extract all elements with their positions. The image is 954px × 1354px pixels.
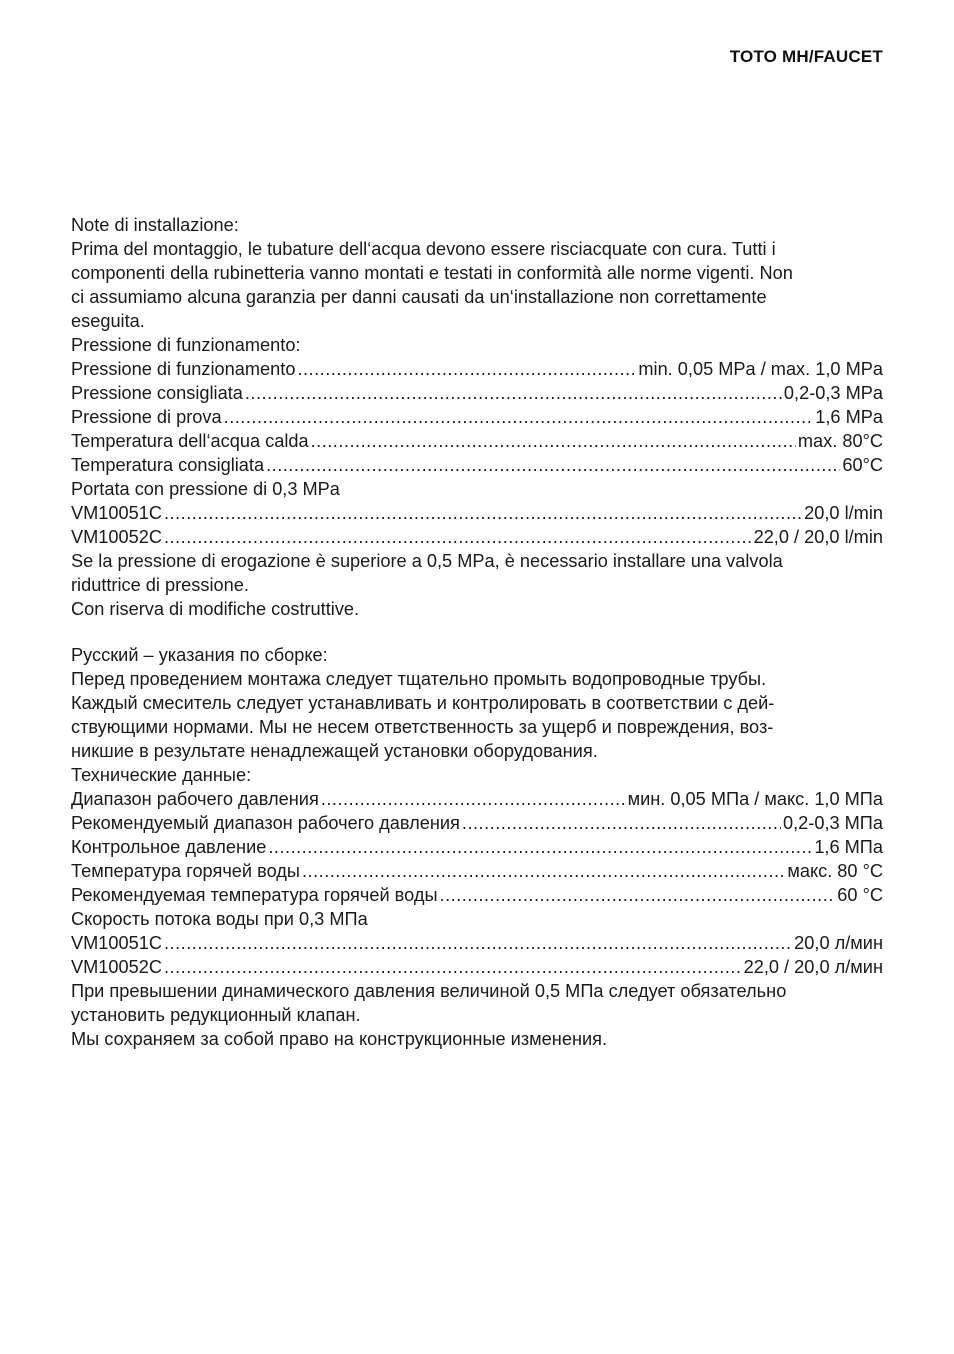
italian-heading: Note di installazione: xyxy=(71,215,239,235)
italian-intro-line: Prima del montaggio, le tubature dell‘acqua devono essere risciacquate con cura. Tutti i xyxy=(71,239,776,259)
spec-label: Temperatura dell‘acqua calda xyxy=(71,431,309,451)
spec-label: Pressione consigliata xyxy=(71,383,243,403)
flow-value: 22,0 / 20,0 л/мин xyxy=(743,957,883,977)
leader-dots xyxy=(268,835,812,859)
russian-note-line: установить редукционный клапан. xyxy=(71,1005,361,1025)
spec-value: мин. 0,05 МПа / макс. 1,0 МПа xyxy=(627,789,883,809)
leader-dots xyxy=(440,883,836,907)
spec-row xyxy=(71,453,883,477)
flow-row xyxy=(71,931,883,955)
leader-dots xyxy=(302,859,785,883)
italian-section xyxy=(71,213,883,621)
leader-dots xyxy=(245,381,782,405)
russian-heading: Русский – указания по сборке: xyxy=(71,645,328,665)
italian-intro-line: ci assumiamo alcuna garanzia per danni causati da un‘installazione non correttamente xyxy=(71,287,767,307)
spec-row xyxy=(71,859,883,883)
spec-value: 0,2-0,3 МПа xyxy=(782,813,883,833)
russian-intro-line: никшие в результате ненадлежащей установки оборудования. xyxy=(71,741,598,761)
flow-model: VM10052C xyxy=(71,957,162,977)
spec-row xyxy=(71,405,883,429)
flow-row xyxy=(71,955,883,979)
spec-value: 0,2-0,3 MPa xyxy=(783,383,883,403)
spec-value: макс. 80 °С xyxy=(787,861,883,881)
leader-dots xyxy=(462,811,781,835)
russian-intro-line: Каждый смеситель следует устанавливать и контролировать в соответствии с дей- xyxy=(71,693,775,713)
spec-row xyxy=(71,811,883,835)
flow-row xyxy=(71,501,883,525)
spec-label: Контрольное давление xyxy=(71,837,267,857)
leader-dots xyxy=(164,931,792,955)
flow-value: 20,0 l/min xyxy=(804,503,883,523)
spec-row xyxy=(71,381,883,405)
leader-dots xyxy=(321,787,626,811)
spec-label: Температура горячей воды xyxy=(71,861,300,881)
spec-label: Pressione di funzionamento xyxy=(71,359,296,379)
leader-dots xyxy=(164,501,802,525)
italian-intro-line: eseguita. xyxy=(71,311,145,331)
spec-label: Рекомендуемая температура горячей воды xyxy=(71,885,438,905)
spec-row xyxy=(71,835,883,859)
italian-note-line: Se la pressione di erogazione è superiore a 0,5 MPa, è necessario installare una valvola xyxy=(71,551,783,571)
document-header: TOTO MH/FAUCET xyxy=(729,47,883,66)
russian-tech-heading: Технические данные: xyxy=(71,765,252,785)
italian-flow-heading: Portata con pressione di 0,3 MPa xyxy=(71,479,340,499)
italian-pressure-heading: Pressione di funzionamento: xyxy=(71,335,301,355)
flow-value: 20,0 л/мин xyxy=(794,933,883,953)
spec-value: 1,6 МПа xyxy=(814,837,883,857)
russian-intro-line: ствующими нормами. Мы не несем ответственность за ущерб и повреждения, воз- xyxy=(71,717,774,737)
spec-label: Рекомендуемый диапазон рабочего давления xyxy=(71,813,460,833)
leader-dots xyxy=(311,429,796,453)
spec-value: 1,6 MPa xyxy=(815,407,883,427)
flow-model: VM10051C xyxy=(71,933,162,953)
leader-dots xyxy=(297,357,636,381)
flow-row xyxy=(71,525,883,549)
italian-reserve-note: Con riserva di modifiche costruttive. xyxy=(71,599,360,619)
leader-dots xyxy=(224,405,814,429)
spec-label: Диапазон рабочего давления xyxy=(71,789,319,809)
russian-flow-heading: Скорость потока воды при 0,3 МПа xyxy=(71,909,368,929)
spec-label: Temperatura consigliata xyxy=(71,455,265,475)
italian-note-line: riduttrice di pressione. xyxy=(71,575,249,595)
spec-value: min. 0,05 MPa / max. 1,0 MPa xyxy=(638,359,883,379)
flow-model: VM10052C xyxy=(71,527,162,547)
leader-dots xyxy=(266,453,840,477)
spec-row xyxy=(71,429,883,453)
russian-note-line: При превышении динамического давления величиной 0,5 МПа следует обязательно xyxy=(71,981,787,1001)
spec-value: 60 °С xyxy=(837,885,883,905)
spec-value: max. 80°C xyxy=(797,431,883,451)
leader-dots xyxy=(164,955,742,979)
spec-row xyxy=(71,787,883,811)
russian-section xyxy=(71,643,883,1051)
flow-model: VM10051C xyxy=(71,503,162,523)
leader-dots xyxy=(164,525,752,549)
spec-label: Pressione di prova xyxy=(71,407,222,427)
russian-intro-line: Перед проведением монтажа следует тщательно промыть водопроводные трубы. xyxy=(71,669,767,689)
russian-reserve-note: Мы сохраняем за собой право на конструкционные изменения. xyxy=(71,1029,608,1049)
spec-row xyxy=(71,357,883,381)
spec-value: 60°C xyxy=(842,455,883,475)
spec-row xyxy=(71,883,883,907)
italian-intro-line: componenti della rubinetteria vanno montati e testati in conformità alle norme vigenti. Non xyxy=(71,263,793,283)
flow-value: 22,0 / 20,0 l/min xyxy=(753,527,883,547)
